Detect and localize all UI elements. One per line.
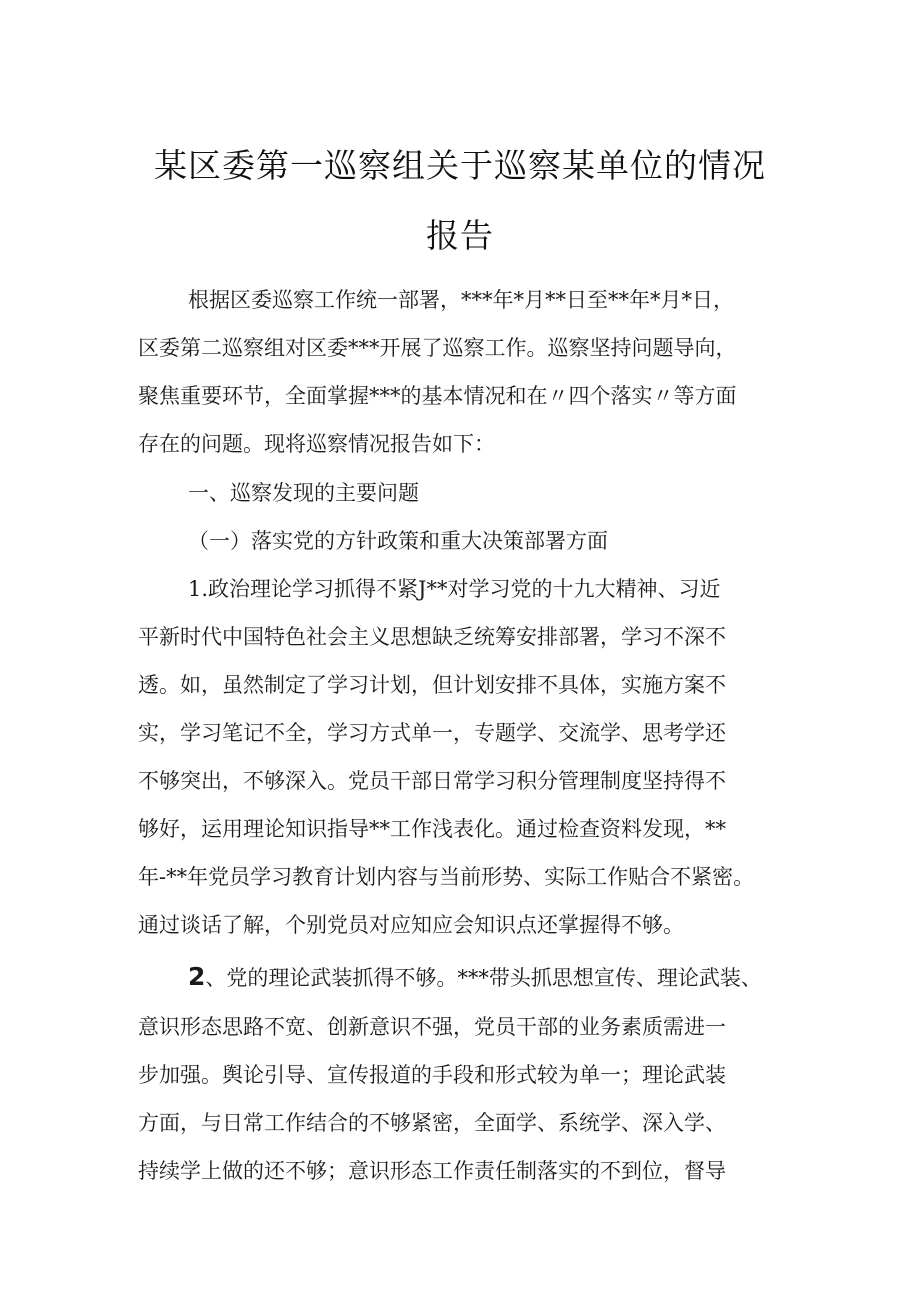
body-line: 年-**年党员学习教育计划内容与当前形势、实际工作贴合不紧密。 — [138, 865, 755, 889]
item-2-number: 2 — [188, 962, 206, 991]
body-line: 方面，与日常工作结合的不够紧密，全面学、系统学、深入学、 — [138, 1111, 726, 1135]
body-line: 够好，运用理论知识指导**工作浅表化。通过检查资料发现，** — [138, 817, 726, 841]
body-line: 透。如，虽然制定了学习计划，但计划安排不具体，实施方案不 — [138, 673, 726, 697]
body-line: 区委第二巡察组对区委***开展了巡察工作。巡察坚持问题导向， — [138, 336, 737, 360]
body-line: 实，学习笔记不全，学习方式单一，专题学、交流学、思考学还 — [138, 721, 726, 745]
body-line: 聚焦重要环节，全面掌握***的基本情况和在〃四个落实〃等方面 — [138, 384, 737, 408]
body-line: 1.政治理论学习抓得不紧J**对学习党的十九大精神、习近 — [188, 577, 721, 601]
item-2-first-line — [188, 962, 762, 993]
report-title-line-2: 报告 — [426, 216, 494, 255]
body-line: 存在的问题。现将巡察情况报告如下： — [138, 432, 495, 456]
item-2-text: 、党的理论武装抓得不够。***带头抓思想宣传、理论武装、 — [205, 966, 762, 990]
subsection-heading: （一）落实党的方针政策和重大决策部署方面 — [188, 529, 608, 553]
section-heading: 一、巡察发现的主要问题 — [188, 481, 419, 505]
body-line: 通过谈话了解，个别党员对应知应会知识点还掌握得不够。 — [138, 913, 684, 937]
body-line: 步加强。舆论引导、宣传报道的手段和形式较为单一；理论武装 — [138, 1063, 726, 1087]
body-line: 根据区委巡察工作统一部署，***年*月**日至**年*月*日， — [188, 288, 734, 312]
body-line: 意识形态思路不宽、创新意识不强，党员干部的业务素质需进一 — [138, 1015, 726, 1039]
body-line: 持续学上做的还不够；意识形态工作责任制落实的不到位，督导 — [138, 1159, 726, 1183]
report-title-line-1: 某区委第一巡察组关于巡察某单位的情况 — [154, 146, 766, 185]
body-line: 不够突出，不够深入。党员干部日常学习积分管理制度坚持得不 — [138, 769, 726, 793]
body-line: 平新时代中国特色社会主义思想缺乏统筹安排部署，学习不深不 — [138, 625, 726, 649]
